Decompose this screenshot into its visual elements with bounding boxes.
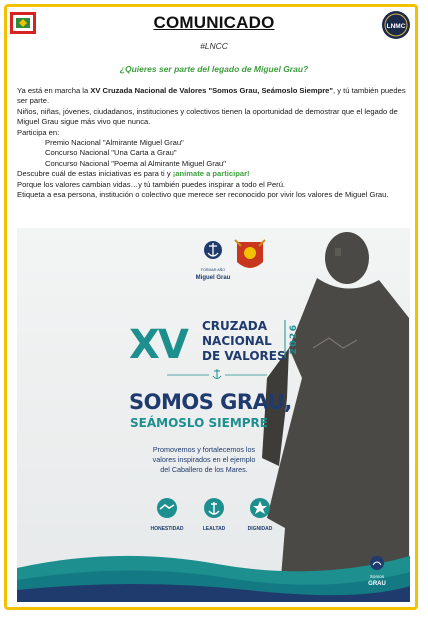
poster-description-line: del Caballero de los Mares. — [160, 465, 248, 474]
campaign-name: XV Cruzada Nacional de Valores "Somos Grau, Seámoslo Siempre" — [90, 86, 334, 95]
footer-logo-line-1: Somos — [369, 574, 385, 579]
value-label: DIGNIDAD — [247, 526, 273, 532]
value-label: LEALTAD — [202, 526, 226, 532]
honesty-handshake-icon — [157, 498, 177, 518]
paragraph-6: Etiqueta a esa persona, institución o colectivo que merece ser reconocido por vivir los valores de Miguel Grau. — [17, 190, 389, 200]
paragraph-1 — [17, 86, 407, 107]
contest-item: Premio Nacional "Almirante Miguel Grau" — [45, 138, 184, 148]
poster-title-line-3: DE VALORES — [202, 349, 286, 363]
contest-item: Concurso Nacional "Poema al Almirante Miguel Grau" — [45, 158, 226, 168]
loyalty-anchor-icon — [204, 498, 224, 518]
call-to-action: ¡anímate a participar! — [172, 169, 250, 179]
hashtag: #LNCC — [200, 41, 228, 51]
p1-after: , y tú también puedes ser parte. — [17, 86, 406, 106]
paragraph-2: Niños, niñas, jóvenes, ciudadanos, instituciones y colectivos tienen la oportunidad de demostrar que el legado de Miguel Grau sigue más vivo que nunca. — [17, 106, 398, 127]
poster-year: 2026 — [289, 323, 299, 355]
dignity-star-icon — [250, 498, 270, 518]
somos-grau-footer-logo-icon — [370, 556, 384, 570]
paragraph-5: Porque los valores cambian vidas…y tú también puedes inspirar a todo el Perú. — [17, 179, 286, 189]
poster-title-line-2: NACIONAL — [202, 334, 272, 348]
intro-question: ¿Quieres ser parte del legado de Miguel Grau? — [119, 64, 309, 74]
poster-description-line: Promovemos y fortalecemos los — [152, 445, 256, 454]
campaign-poster — [17, 228, 410, 602]
poster-slogan: SOMOS GRAU, — [129, 390, 292, 414]
poster-graphic — [17, 228, 410, 602]
p1-before: Ya está en marcha la — [17, 86, 91, 95]
poster-description-line: valores inspirados en el ejemplo — [152, 455, 256, 464]
footer-logo-line-2: GRAU — [368, 581, 386, 587]
poster-logo-caption: Miguel Grau — [195, 275, 231, 281]
poster-slogan-sub: SEÁMOSLO SIEMPRE — [130, 416, 268, 430]
value-label: HONESTIDAD — [150, 526, 184, 532]
contest-item: Concurso Nacional "Una Carta a Grau" — [45, 148, 177, 158]
page-title: COMUNICADO — [153, 13, 275, 32]
announcement-body — [17, 86, 407, 200]
lnmc-logo-text: LNMC — [386, 23, 406, 30]
paragraph-3: Participa en: — [17, 127, 60, 137]
paragraph-4 — [17, 169, 407, 179]
p4-before: Descubre cuál de estas iniciativas es para ti y — [17, 169, 173, 179]
edition-number: XV — [129, 322, 187, 368]
poster-logo-caption-small: FORMAR AÑO — [200, 268, 226, 272]
grau-anchor-logo-icon — [204, 241, 222, 259]
poster-title-line-1: CRUZADA — [202, 319, 268, 333]
navy-shield-logo-icon — [235, 240, 265, 268]
